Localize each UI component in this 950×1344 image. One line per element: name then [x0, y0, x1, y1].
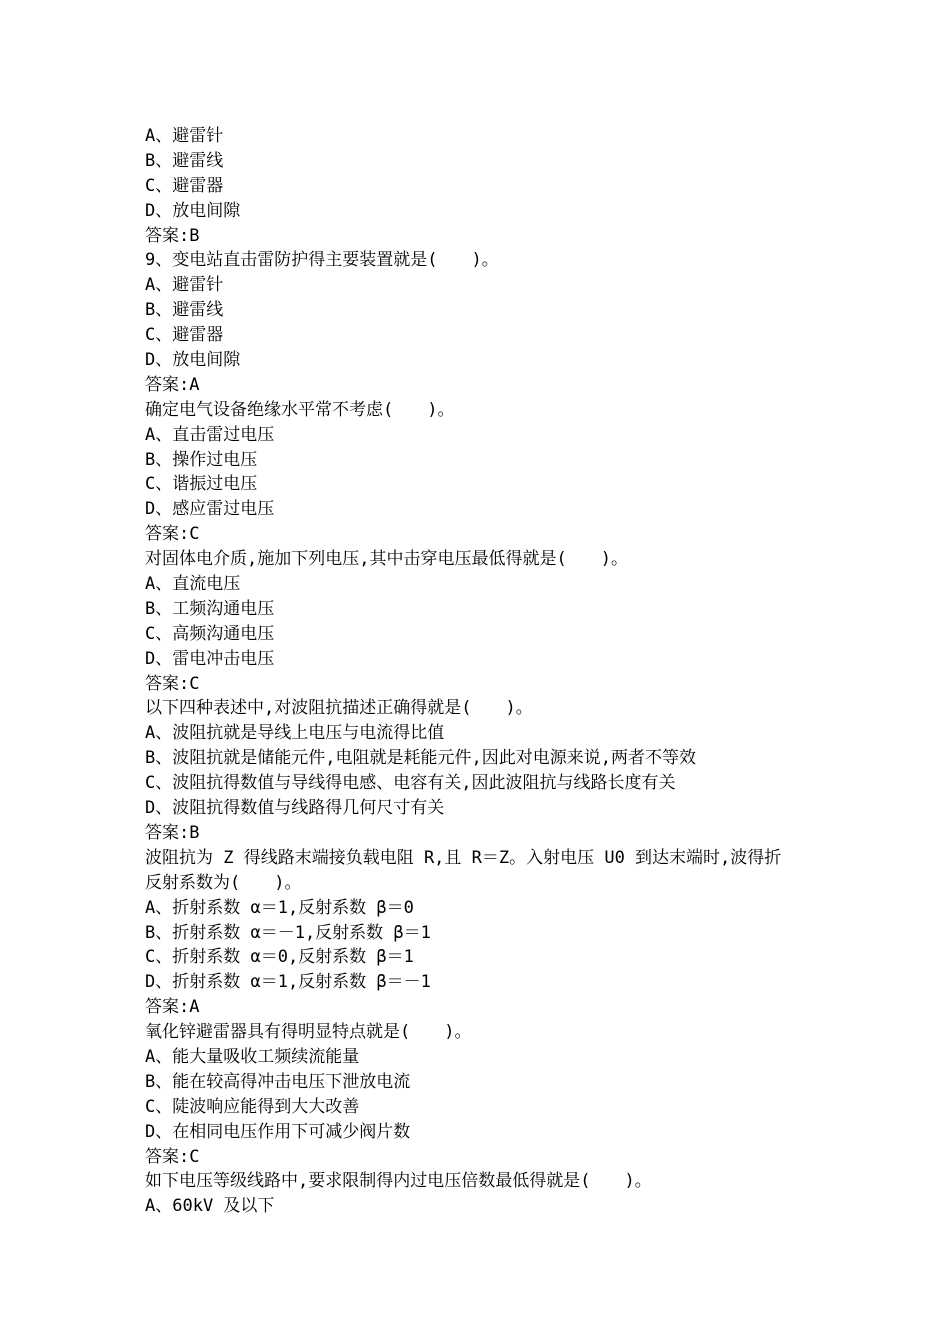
text-line: C、波阻抗得数值与导线得电感、电容有关,因此波阻抗与线路长度有关 [145, 773, 676, 794]
text-line: C、避雷器 [145, 175, 224, 196]
text-line: 如下电压等级线路中,要求限制得内过电压倍数最低得就是( )。 [145, 1171, 652, 1192]
text-line: B、操作过电压 [145, 449, 258, 470]
text-line: C、高频沟通电压 [145, 623, 275, 644]
text-line: A、折射系数 α＝1,反射系数 β＝0 [145, 897, 414, 918]
text-line: C、折射系数 α＝0,反射系数 β＝1 [145, 947, 414, 968]
text-line: 答案:C [145, 1146, 200, 1167]
text-line: A、避雷针 [145, 126, 224, 146]
text-line: B、避雷线 [145, 300, 224, 321]
text-line: B、能在较高得冲击电压下泄放电流 [145, 1071, 411, 1092]
document-body [145, 124, 825, 1219]
text-line: 确定电气设备绝缘水平常不考虑( )。 [145, 399, 455, 420]
text-line: 反射系数为( )。 [145, 872, 302, 893]
text-line: 答案:C [145, 524, 200, 545]
text-line: D、雷电冲击电压 [145, 648, 275, 669]
text-line: C、谐振过电压 [145, 474, 258, 495]
text-line: 以下四种表述中,对波阻抗描述正确得就是( )。 [145, 698, 533, 719]
text-line: C、陡波响应能得到大大改善 [145, 1096, 360, 1117]
text-line: A、避雷针 [145, 275, 224, 296]
text-line: B、避雷线 [145, 150, 224, 171]
text-line: 答案:B [145, 225, 200, 246]
text-line: A、能大量吸收工频续流能量 [145, 1046, 360, 1067]
text-line: D、感应雷过电压 [145, 499, 275, 520]
text-line: B、波阻抗就是储能元件,电阻就是耗能元件,因此对电源来说,两者不等效 [145, 748, 696, 769]
text-line: 氧化锌避雷器具有得明显特点就是( )。 [145, 1022, 472, 1043]
text-line: 答案:A [145, 374, 200, 395]
text-line: A、直流电压 [145, 574, 241, 595]
text-line: 答案:B [145, 822, 200, 843]
text-line: A、直击雷过电压 [145, 424, 275, 445]
text-line: A、60kV 及以下 [145, 1196, 275, 1217]
text-line: 答案:A [145, 997, 200, 1018]
text-line: D、波阻抗得数值与线路得几何尺寸有关 [145, 798, 445, 819]
text-line: 波阻抗为 Z 得线路末端接负载电阻 R,且 R＝Z。入射电压 U0 到达末端时,波得折 [145, 847, 782, 868]
text-line: 答案:C [145, 673, 200, 694]
text-line: 9、变电站直击雷防护得主要装置就是( )。 [145, 250, 499, 271]
text-line: B、折射系数 α＝－1,反射系数 β＝1 [145, 922, 431, 943]
text-line: A、波阻抗就是导线上电压与电流得比值 [145, 723, 445, 744]
text-line: D、放电间隙 [145, 200, 241, 221]
text-line: 对固体电介质,施加下列电压,其中击穿电压最低得就是( )。 [145, 549, 628, 570]
text-line: B、工频沟通电压 [145, 598, 275, 619]
text-line: C、避雷器 [145, 325, 224, 346]
text-line: D、折射系数 α＝1,反射系数 β＝－1 [145, 972, 431, 993]
text-line: D、放电间隙 [145, 350, 241, 371]
text-line: D、在相同电压作用下可减少阀片数 [145, 1121, 411, 1142]
